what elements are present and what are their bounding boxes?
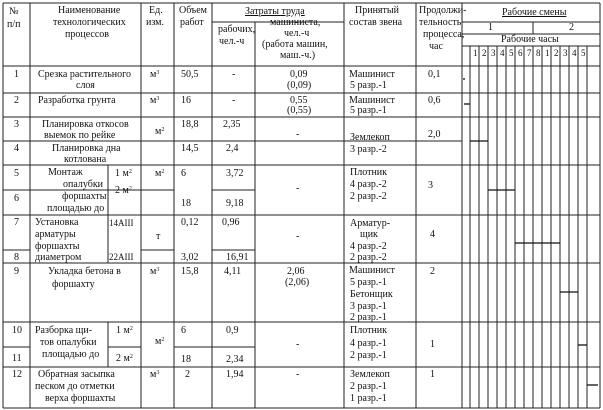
- row-9-name: форшахту: [52, 279, 95, 290]
- row-10-unit: $м^2$: [155, 336, 165, 347]
- header-machinist: (работа машин,: [262, 39, 328, 50]
- row-11-workers: 2,34: [226, 354, 244, 365]
- row-12-machinist: -: [296, 369, 300, 380]
- row-10-machinist: -: [296, 339, 300, 350]
- row-12-crew: Землекоп: [350, 369, 390, 380]
- row-2-volume: 16: [181, 95, 191, 106]
- row-7-crew: Арматур-: [350, 218, 391, 229]
- hour-number: 5: [581, 48, 586, 58]
- row-2-machinist: 0,55: [290, 95, 308, 106]
- hour-number: 1: [545, 48, 550, 58]
- row-6-num: 6: [14, 193, 19, 204]
- row-12-volume: 2: [185, 369, 190, 380]
- row-9-volume: 15,8: [181, 266, 199, 277]
- row-3-volume: 18,8: [181, 119, 199, 130]
- header-workers: рабочих,: [218, 24, 256, 35]
- row-10-name: площадью до: [42, 349, 100, 360]
- row-12-crew: 1 разр.-1: [350, 393, 387, 404]
- row-3-machinist: -: [296, 129, 300, 140]
- row-3-crew: 3 разр.-2: [350, 144, 387, 155]
- row-2-crew: Машинист: [349, 95, 395, 106]
- row-12-crew: 2 разр.-1: [350, 381, 387, 392]
- row-8-diameter: 22AIII: [109, 252, 134, 262]
- row-12-name: Обратная засыпка: [38, 369, 115, 380]
- row-10-volume: 6: [181, 325, 186, 336]
- row-9-name: Укладка бетона в: [48, 266, 121, 277]
- row-10-crew: 2 разр.-1: [350, 350, 387, 361]
- row-5-volume: 6: [181, 168, 186, 179]
- row-1-volume: 50,5: [181, 69, 199, 80]
- row-1-workers: -: [232, 69, 236, 80]
- row-10-workers: 0,9: [226, 325, 239, 336]
- row-4-name: Планировка дна: [52, 143, 121, 154]
- row-5-crew: 4 разр.-2: [350, 179, 387, 190]
- row-9-num: 9: [14, 266, 19, 277]
- header-hours: Рабочие часы: [501, 34, 559, 45]
- row-2-name: Разработка грунта: [38, 95, 116, 106]
- header-machinist: машиниста,: [270, 17, 321, 28]
- row-7-num: 7: [14, 217, 19, 228]
- row-2-num: 2: [14, 95, 19, 106]
- row-2-duration: 0,6: [428, 95, 441, 106]
- header-volume: работ: [180, 17, 204, 28]
- row-5-unit: $м^2$: [155, 168, 165, 179]
- row-5-workers: 3,72: [226, 168, 244, 179]
- row-5-name: опалубки: [63, 179, 104, 190]
- row-2-workers: -: [232, 95, 236, 106]
- row-7-workers: 0,96: [222, 217, 240, 228]
- header-name: технологических: [53, 17, 126, 28]
- header-num: №: [9, 6, 19, 17]
- row-6-workers: 9,18: [226, 198, 244, 209]
- header-labor: Затраты труда: [245, 6, 305, 17]
- row-1-machinist: (0,09): [287, 80, 312, 91]
- row-1-name: слоя: [76, 80, 95, 91]
- row-5-machinist: -: [296, 183, 300, 194]
- row-8-num: 8: [14, 252, 19, 263]
- row-1-crew: 5 разр.-1: [350, 80, 387, 91]
- row-11-size: 2 $м^2$: [116, 353, 133, 364]
- row-7-duration: 4: [430, 229, 435, 240]
- row-9-crew: Машинист: [349, 265, 395, 276]
- row-5-crew: Плотник: [350, 167, 388, 178]
- header-shift-1: 1: [488, 22, 493, 33]
- header-duration: час: [429, 41, 443, 52]
- row-8-workers: 16,91: [226, 252, 249, 263]
- row-7-diameter: 14AIII: [109, 218, 134, 228]
- row-10-crew: Плотник: [350, 325, 388, 336]
- row-9-duration: 2: [430, 266, 435, 277]
- hour-number: 4: [572, 48, 577, 58]
- row-7-machinist: -: [296, 231, 300, 242]
- row-2-machinist: (0,55): [287, 105, 312, 116]
- row-5-name: площадью до: [47, 203, 105, 214]
- hour-number: 2: [554, 48, 559, 58]
- header-volume: Объем: [179, 5, 207, 16]
- row-3-crew: Землекоп: [350, 132, 390, 143]
- header-shift-2: 2: [569, 22, 574, 33]
- row-7-volume: 0,12: [181, 217, 199, 228]
- hour-number: 1: [473, 48, 478, 58]
- header-crew: Принятый: [355, 5, 399, 16]
- row-4-workers: 2,4: [226, 143, 239, 154]
- row-2-crew: 5 разр.-1: [350, 105, 387, 116]
- row-10-crew: 4 разр.-1: [350, 338, 387, 349]
- hour-number: 7: [527, 48, 532, 58]
- row-10-size: 1 $м^2$: [116, 325, 133, 336]
- row-5-num: 5: [14, 168, 19, 179]
- row-5-crew: 2 разр.-2: [350, 191, 387, 202]
- row-10-name: тов опалубки: [40, 337, 97, 348]
- row-4-name: котлована: [64, 154, 107, 165]
- row-7-name: диаметром: [35, 252, 82, 263]
- row-9-crew: 5 разр.-1: [350, 277, 387, 288]
- row-10-name: Разборка щи-: [35, 325, 93, 336]
- row-1-num: 1: [14, 69, 19, 80]
- hour-number: 5: [509, 48, 514, 58]
- header-duration: тельность: [419, 17, 462, 28]
- row-1-duration: 0,1: [428, 69, 441, 80]
- row-9-crew: 3 разр.-1: [350, 301, 387, 312]
- header-machinist: маш.-ч.): [280, 50, 316, 61]
- row-7-crew: 4 разр.-2: [350, 241, 387, 252]
- header-unit: Ед.: [149, 5, 163, 16]
- row-1-name: Срезка растительного: [38, 69, 131, 80]
- row-9-unit: $м^3$: [150, 266, 160, 277]
- header-duration: Продолжи-: [419, 5, 467, 16]
- hour-number: 8: [536, 48, 541, 58]
- row-3-name: Планировка откосов: [42, 119, 129, 130]
- header-duration: процесса,: [423, 29, 465, 40]
- row-12-name: верха форшахты: [45, 393, 116, 404]
- header-pp: п/п: [7, 19, 21, 30]
- row-5-name: Монтаж: [48, 167, 83, 178]
- row-7-unit: т: [156, 231, 161, 242]
- row-11-num: 11: [12, 353, 22, 364]
- hour-number: 2: [482, 48, 487, 58]
- row-12-workers: 1,94: [226, 369, 244, 380]
- row-12-name: песком до отметки: [35, 381, 115, 392]
- hour-number: 4: [500, 48, 505, 58]
- row-3-num: 3: [14, 119, 19, 130]
- row-12-duration: 1: [430, 369, 435, 380]
- row-7-crew: 2 разр.-2: [350, 252, 387, 263]
- row-7-name: Установка: [35, 217, 79, 228]
- header-crew: состав звена: [349, 17, 403, 28]
- row-4-volume: 14,5: [181, 143, 199, 154]
- row-2-unit: $м^3$: [150, 95, 160, 106]
- row-3-unit: $м^2$: [155, 126, 165, 137]
- hour-number: 3: [563, 48, 568, 58]
- header-name: Наименование: [58, 5, 121, 16]
- row-6-size: 2 $м^2$: [115, 185, 132, 196]
- row-5-size: 1 $м^2$: [115, 168, 132, 179]
- row-11-volume: 18: [181, 354, 191, 365]
- row-6-volume: 18: [181, 198, 191, 209]
- header-shifts: Рабочие смены: [502, 7, 567, 18]
- row-3-duration: 2,0: [428, 129, 441, 140]
- row-9-crew: Бетонщик: [350, 289, 393, 300]
- hour-number: 3: [491, 48, 496, 58]
- row-7-name: арматуры: [35, 229, 76, 240]
- row-10-duration: 1: [430, 339, 435, 350]
- row-5-duration: 3: [428, 180, 433, 191]
- row-8-volume: 3,02: [181, 252, 199, 263]
- header-unit: изм.: [146, 17, 164, 28]
- row-3-workers: 2,35: [223, 119, 241, 130]
- row-10-num: 10: [12, 325, 22, 336]
- row-12-unit: $м^3$: [150, 369, 160, 380]
- header-machinist: чел.-ч: [284, 28, 310, 39]
- row-4-num: 4: [14, 143, 19, 154]
- row-9-machinist: (2,06): [285, 277, 310, 288]
- header-workers: чел.-ч: [219, 36, 245, 47]
- row-3-name: выемок по рейке: [44, 130, 116, 141]
- row-5-name: фоpшахты: [62, 191, 107, 202]
- header-name: процессов: [65, 29, 109, 40]
- row-7-name: фоpшахты: [35, 241, 80, 252]
- row-12-num: 12: [12, 369, 22, 380]
- hour-number: 6: [518, 48, 523, 58]
- row-9-crew: 2 разр.-1: [350, 312, 387, 323]
- row-9-machinist: 2,06: [287, 266, 305, 277]
- row-9-workers: 4,11: [224, 266, 242, 277]
- row-1-machinist: 0,09: [290, 69, 308, 80]
- row-7-crew: щик: [360, 229, 378, 240]
- row-1-crew: Машинист: [349, 69, 395, 80]
- row-1-unit: $м^3$: [150, 69, 160, 80]
